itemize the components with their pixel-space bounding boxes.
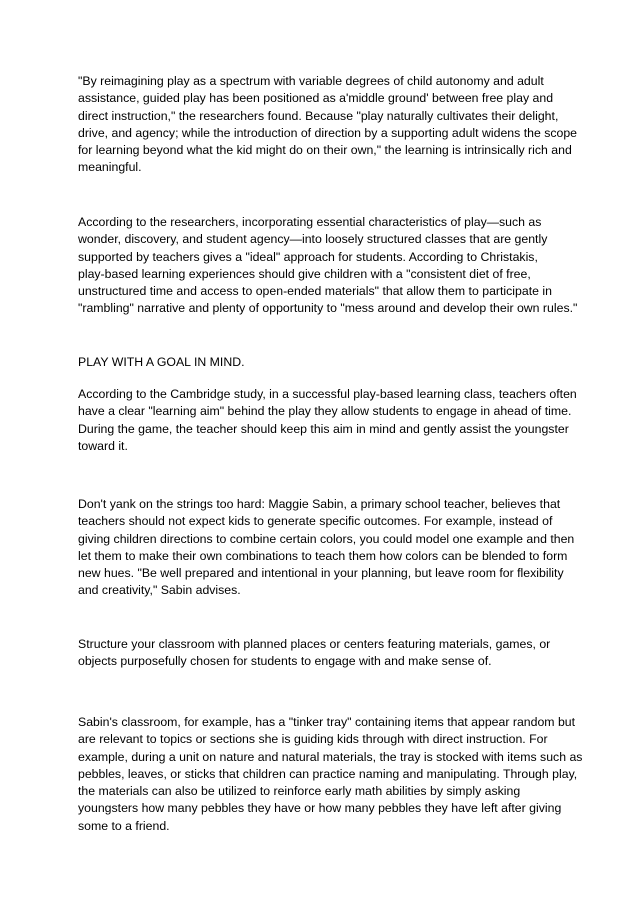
- text-line: Sabin's classroom, for example, has a "tinker tray" containing items that appear random but: [78, 715, 576, 729]
- text-line: let them to make their own combinations to teach them how colors can be blended to form: [78, 548, 568, 563]
- text-line: Don't yank on the strings too hard: Maggie Sabin, a primary school teacher, believes that: [78, 497, 561, 511]
- text-line: According to the researchers, incorporating essential characteristics of play—such as: [78, 215, 542, 229]
- text-line: "By reimagining play as a spectrum with variable degrees of child autonomy and adult: [78, 74, 544, 88]
- text-line: unstructured time and access to open-ended materials" that allow them to participate in: [78, 284, 552, 299]
- text-line: supported by teachers gives a "ideal" approach for students. According to Christakis,: [78, 249, 538, 264]
- text-line: and creativity," Sabin advises.: [78, 583, 241, 598]
- text-line: giving children directions to combine certain colors, you could model one example and then: [78, 531, 575, 546]
- text-line: teachers should not expect kids to generate specific outcomes. For example, instead of: [78, 514, 553, 529]
- paragraph-maggie-sabin: [78, 496, 575, 600]
- section-heading: [78, 354, 568, 371]
- paragraph-guided-play-quote: [78, 73, 578, 177]
- text-line: pebbles, leaves, or sticks that children can practice naming and manipulating. Through play,: [78, 766, 578, 781]
- heading-text: PLAY WITH A GOAL IN MIND.: [78, 355, 245, 369]
- text-line: objects purposefully chosen for students to engage with and make sense of.: [78, 654, 492, 669]
- text-line: drive, and agency; while the introduction of direction by a supporting adult widens the scope: [78, 125, 578, 140]
- paragraph-cambridge-study: [78, 386, 577, 455]
- text-line: meaningful.: [78, 160, 142, 175]
- paragraph-structure-classroom: [78, 636, 568, 671]
- text-line: the materials can also be utilized to reinforce early math abilities by simply asking: [78, 784, 521, 799]
- text-line: have a clear "learning aim" behind the play they allow students to engage in ahead of time.: [78, 404, 572, 419]
- text-line: some to a friend.: [78, 818, 170, 833]
- text-line: new hues. "Be well prepared and intentional in your planning, but leave room for flexibility: [78, 566, 564, 581]
- text-line: example, during a unit on nature and natural materials, the tray is stocked with items such as: [78, 749, 583, 764]
- paragraph-tinker-tray: [78, 714, 583, 835]
- text-line: play-based learning experiences should give children with a "consistent diet of free,: [78, 266, 531, 281]
- text-line: youngsters how many pebbles they have or how many pebbles they have left after giving: [78, 801, 562, 816]
- text-line: direct instruction," the researchers found. Because "play naturally cultivates their delight,: [78, 108, 559, 123]
- text-line: During the game, the teacher should keep this aim in mind and gently assist the youngster: [78, 421, 569, 436]
- text-line: assistance, guided play has been positioned as a'middle ground' between free play and: [78, 91, 554, 106]
- text-line: toward it.: [78, 438, 128, 453]
- text-line: According to the Cambridge study, in a successful play-based learning class, teachers often: [78, 387, 577, 401]
- text-line: "rambling" narrative and plenty of opportunity to "mess around and develop their own rules.": [78, 301, 578, 316]
- text-line: for learning beyond what the kid might do on their own," the learning is intrinsically rich and: [78, 143, 572, 158]
- text-line: Structure your classroom with planned places or centers featuring materials, games, or: [78, 637, 551, 651]
- text-line: are relevant to topics or sections she is guiding kids through with direct instruction. For: [78, 732, 548, 747]
- text-line: wonder, discovery, and student agency—into loosely structured classes that are gently: [78, 232, 548, 247]
- paragraph-researchers-characteristics: [78, 214, 578, 318]
